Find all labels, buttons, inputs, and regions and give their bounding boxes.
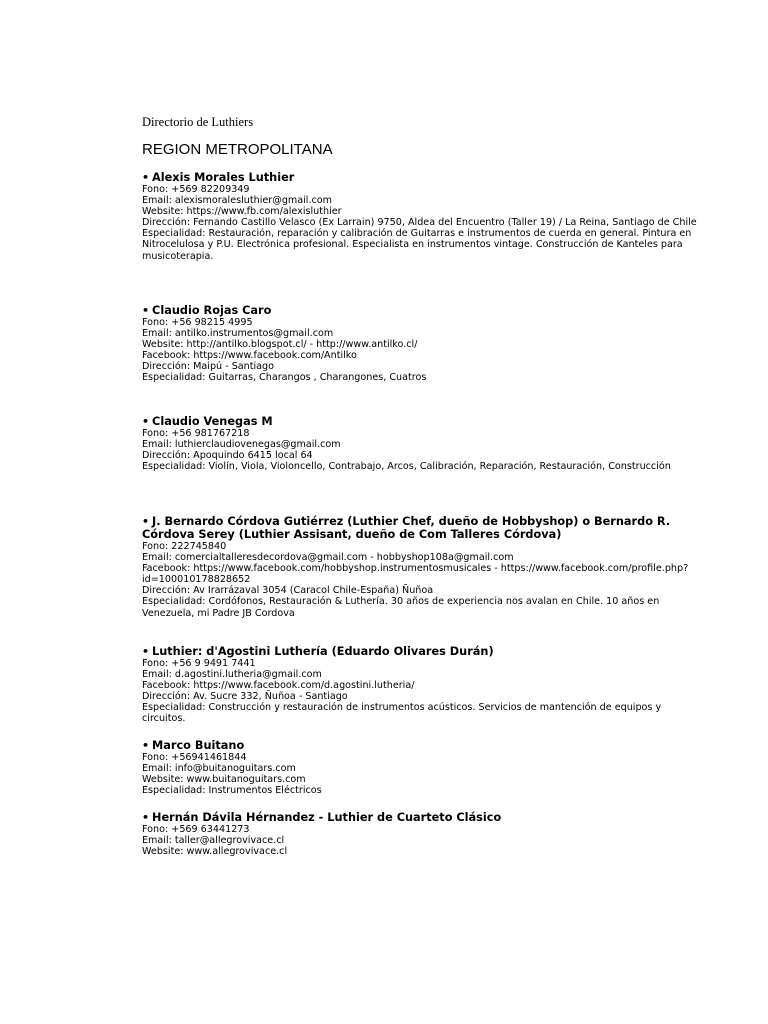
luthier-name-text: Claudio Venegas M [152,415,273,428]
entry-detail-line: Dirección: Fernando Castillo Velasco (Ex Larrain) 9750, Aldea del Encuentro (Taller 19) / La Reina, Santiago de Chile [142,217,697,229]
luthier-entry [142,811,702,857]
luthier-name [142,304,702,317]
luthier-name [142,645,702,658]
luthier-name-text: Hernán Dávila Hérnandez - Luthier de Cuarteto Clásico [152,811,502,824]
luthier-name [142,515,702,541]
entry-detail-line: Email: antilko.instrumentos@gmail.com [142,328,334,340]
luthier-entry [142,304,702,384]
entry-detail-line: Email: alexismoralesluthier@gmail.com [142,195,333,207]
entry-detail-line: Dirección: Av Irarrázaval 3054 (Caracol Chile-España) Ñuñoa [142,585,434,597]
entry-detail-line: Facebook: https://www.facebook.com/d.agostini.lutheria/ [142,680,415,692]
entry-detail-line: Facebook: https://www.facebook.com/Antilko [142,350,357,362]
entry-detail-line: Email: info@buitanoguitars.com [142,763,296,775]
luthier-entry [142,739,702,796]
luthier-entry [142,515,702,619]
entry-detail-line: Especialidad: Construcción y restauración de instrumentos acústicos. Servicios de mantención de equipos y circuitos. [142,702,662,725]
document-title: Directorio de Luthiers [142,115,254,129]
entry-detail-line: Especialidad: Guitarras, Charangos , Charangones, Cuatros [142,372,427,384]
entry-detail-line: Website: http://antilko.blogspot.cl/ - http://www.antilko.cl/ [142,339,418,351]
entry-detail-line: Dirección: Av. Sucre 332, Ñuñoa - Santiago [142,691,348,703]
entry-detail-line: Email: taller@allegrovivace.cl [142,835,285,847]
entry-detail-line: Email: comercialtalleresdecordova@gmail.com - hobbyshop108a@gmail.com [142,552,514,564]
entry-detail-line: Website: www.buitanoguitars.com [142,774,306,786]
region-heading: REGION METROPOLITANA [142,141,333,158]
luthier-name-text: J. Bernardo Córdova Gutiérrez (Luthier Chef, dueño de Hobbyshop) o Bernardo R. Córdova Serey (Luthier Assisant, dueño de Com Talleres Córdova) [142,515,671,541]
bullet-icon: • [142,811,150,824]
entry-detail-line: Email: d.agostini.lutheria@gmail.com [142,669,322,681]
luthier-name-text: Marco Buitano [152,739,245,752]
luthier-entry [142,645,702,725]
luthier-name [142,811,702,824]
entry-detail-line: Especialidad: Cordófonos, Restauración & Luthería. 30 años de experiencia nos avalan en Chile. 10 años en Venezuela, mi Padre JB Cordova [142,596,660,619]
bullet-icon: • [142,515,150,528]
luthier-name-text: Claudio Rojas Caro [152,304,272,317]
entry-detail-line: Fono: +569 63441273 [142,824,250,835]
entry-detail-line: Fono: +56 9 9491 7441 [142,658,256,669]
entry-detail-line: Dirección: Apoquindo 6415 local 64 [142,450,313,462]
entry-detail-line: Website: https://www.fb.com/alexisluthier [142,206,342,218]
luthier-name-text: Luthier: d'Agostini Luthería (Eduardo Olivares Durán) [152,645,494,658]
luthier-name [142,171,702,184]
luthier-name [142,415,702,428]
bullet-icon: • [142,739,150,752]
luthier-entry [142,171,702,262]
entry-detail-line: Especialidad: Violín, Viola, Violoncello, Contrabajo, Arcos, Calibración, Reparación, Restauración, Construcción [142,461,671,473]
bullet-icon: • [142,304,150,317]
entry-detail-line: Especialidad: Instrumentos Eléctricos [142,785,322,797]
bullet-icon: • [142,645,150,658]
luthier-name-text: Alexis Morales Luthier [152,171,295,184]
entry-detail-line: Facebook: https://www.facebook.com/hobbyshop.instrumentosmusicales - https://www.facebook.com/profile.php?id=100010178828652 [142,563,689,586]
entry-detail-line: Website: www.allegrovivace.cl [142,846,288,858]
luthier-entry [142,415,702,472]
entry-detail-line: Fono: +56 981767218 [142,428,250,439]
entry-detail-line: Dirección: Maipú - Santiago [142,361,275,373]
entry-detail-line: Fono: +569 82209349 [142,184,250,195]
entry-detail-line: Especialidad: Restauración, reparación y calibración de Guitarras e instrumentos de cuerda en general. Pintura en Nitrocelulosa y P.U. Electrónica profesional. Especialista en instrumentos vintage. Construcción de Kanteles para musicoterapia. [142,228,692,262]
entry-detail-line: Fono: 222745840 [142,541,227,552]
luthier-name [142,739,702,752]
bullet-icon: • [142,171,150,184]
bullet-icon: • [142,415,150,428]
entry-detail-line: Fono: +56 98215 4995 [142,317,253,328]
entry-detail-line: Fono: +56941461844 [142,752,247,763]
entry-detail-line: Email: luthierclaudiovenegas@gmail.com [142,439,341,451]
